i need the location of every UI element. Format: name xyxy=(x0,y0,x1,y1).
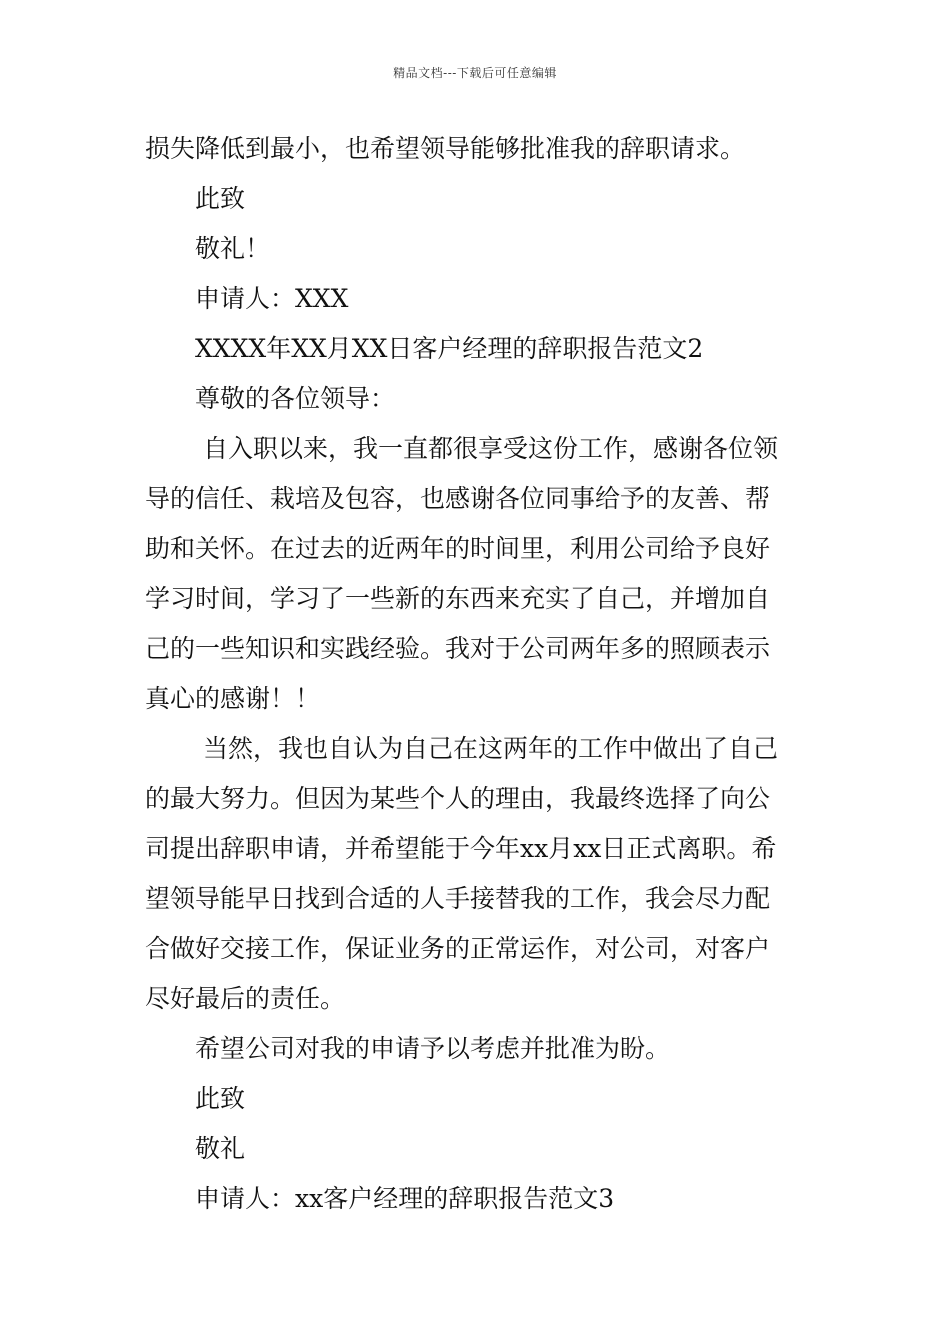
closing-salutation-2: 此致 xyxy=(195,1084,246,1113)
paragraph-1-line-2: 导的信任、栽培及包容，也感谢各位同事给予的友善、帮 xyxy=(145,484,771,513)
applicant-and-next-title: 申请人：xx客户经理的辞职报告范文3 xyxy=(195,1184,615,1213)
applicant-line: 申请人：XXX xyxy=(195,284,349,313)
request-line: 希望公司对我的申请予以考虑并批准为盼。 xyxy=(195,1034,671,1063)
greeting: 尊敬的各位领导： xyxy=(195,384,396,413)
closing-salutation: 此致 xyxy=(195,184,246,213)
paragraph-2-line-5: 合做好交接工作，保证业务的正常运作，对公司，对客户 xyxy=(145,934,771,963)
paragraph-2-line-3: 司提出辞职申请，并希望能于今年xx月xx日正式离职。希 xyxy=(145,834,777,863)
paragraph-2-line-1: 当然，我也自认为自己在这两年的工作中做出了自己 xyxy=(203,734,779,763)
paragraph-1-line-6: 真心的感谢！！ xyxy=(145,684,321,713)
closing-regards: 敬礼！ xyxy=(195,234,271,263)
paragraph-2-line-4: 望领导能早日找到合适的人手接替我的工作，我会尽力配 xyxy=(145,884,771,913)
paragraph-1-line-1: 自入职以来，我一直都很享受这份工作，感谢各位领 xyxy=(203,434,779,463)
page-header-watermark: 精品文档---下载后可任意编辑 xyxy=(393,66,557,80)
body-line-1: 损失降低到最小，也希望领导能够批准我的辞职请求。 xyxy=(145,134,746,163)
paragraph-1-line-4: 学习时间，学习了一些新的东西来充实了自己，并增加自 xyxy=(145,584,771,613)
paragraph-1-line-3: 助和关怀。在过去的近两年的时间里，利用公司给予良好 xyxy=(145,534,771,563)
closing-regards-2: 敬礼 xyxy=(195,1134,246,1163)
date-and-section-title: XXXX年XX月XX日客户经理的辞职报告范文2 xyxy=(195,334,704,363)
paragraph-1-line-5: 己的一些知识和实践经验。我对于公司两年多的照顾表示 xyxy=(145,634,771,663)
paragraph-2-line-2: 的最大努力。但因为某些个人的理由，我最终选择了向公 xyxy=(145,784,771,813)
paragraph-2-line-6: 尽好最后的责任。 xyxy=(145,984,346,1013)
